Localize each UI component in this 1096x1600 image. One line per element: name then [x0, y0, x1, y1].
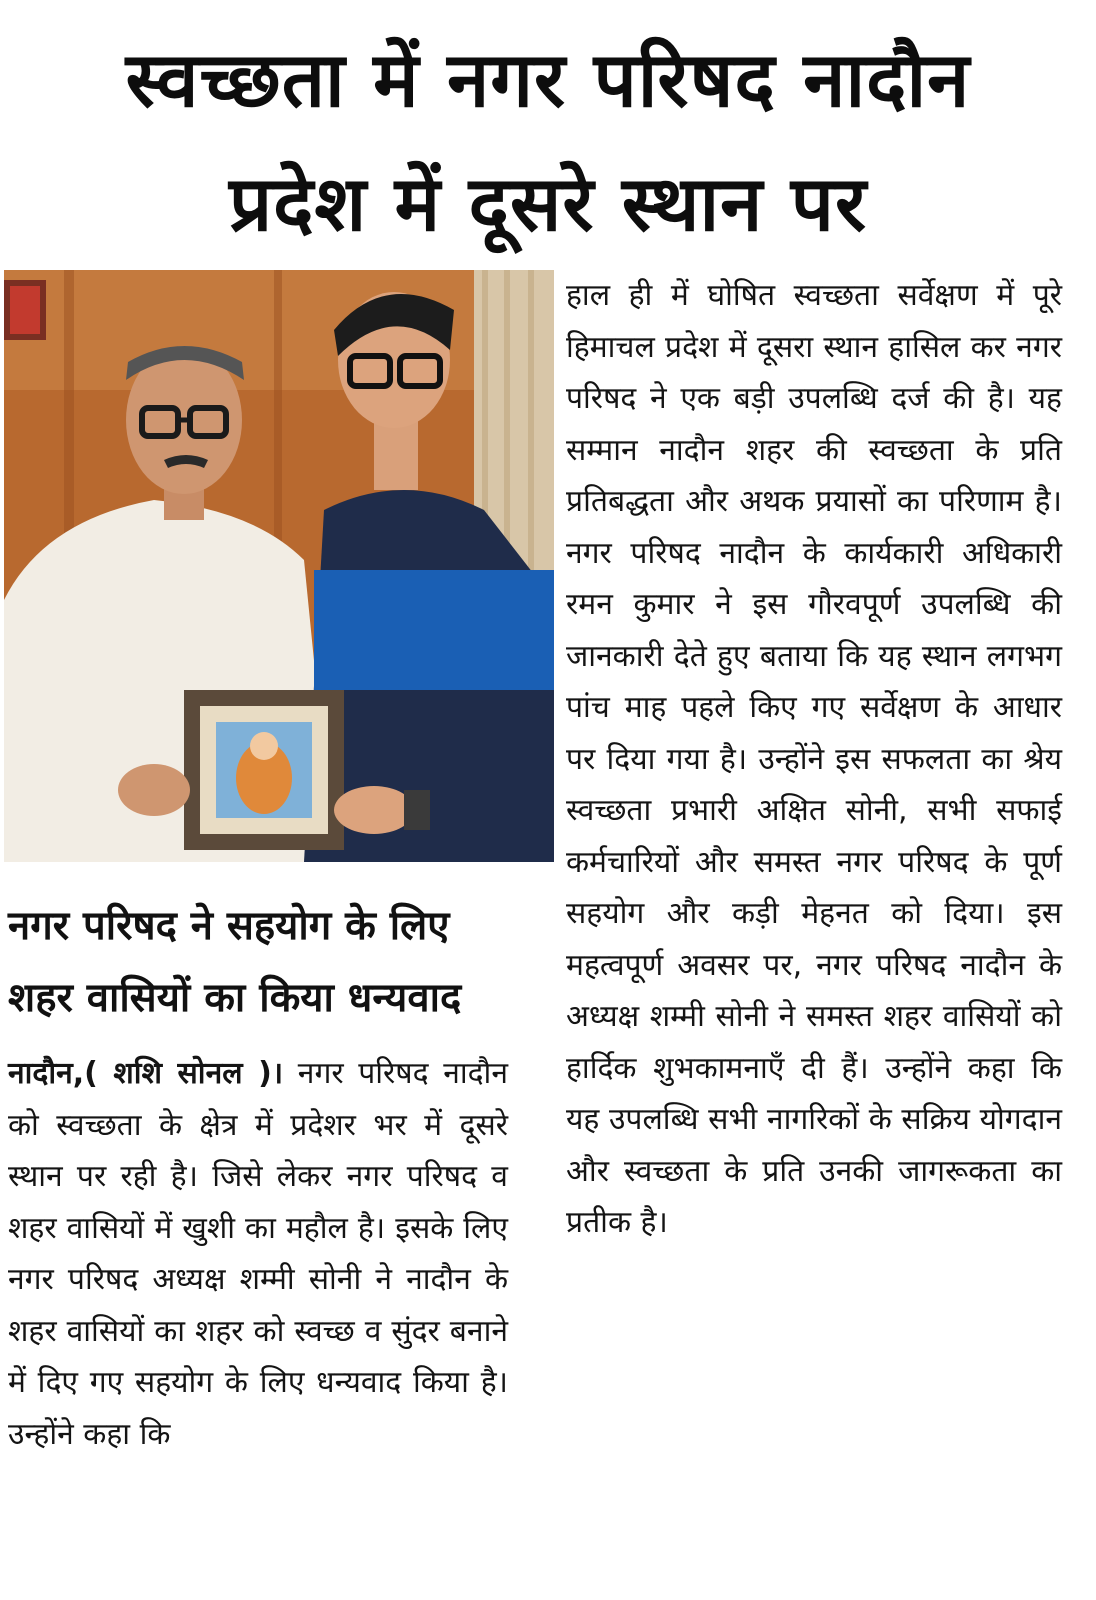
- headline-line-2: प्रदेश में दूसरे स्थान पर: [228, 159, 868, 248]
- article-subheadline: [8, 890, 548, 1034]
- photo-illustration: [4, 270, 554, 862]
- right-column-text: [566, 270, 1062, 1249]
- headline-line-1: स्वच्छता में नगर परिषद नादौन: [125, 35, 971, 124]
- subheadline-line-1: नगर परिषद ने सहयोग के लिए: [8, 903, 450, 949]
- left-column-body: नगर परिषद नादौन को स्वच्छता के क्षेत्र में प्रदेशर भर में दूसरे स्थान पर रही है। जिसे लेकर नगर परिषद व शहर वासियों में खुशी का महौल है। इसके लिए नगर परिषद अध्यक्ष शम्मी सोनी ने नादौन के शहर वासियों का शहर को स्वच्छ व सुंदर बनाने में दिए गए सहयोग के लिए धन्यवाद किया है। उन्होंने कहा कि: [8, 1056, 508, 1452]
- left-column-text: [8, 1048, 508, 1460]
- news-photo: [4, 270, 554, 862]
- left-column-paragraph: [8, 1048, 508, 1460]
- subheadline-line-2: शहर वासियों का किया धन्यवाद: [8, 975, 462, 1021]
- dateline: नादौन,( शशि सोनल )।: [8, 1056, 284, 1091]
- article-headline: [0, 18, 1096, 266]
- right-column-body: हाल ही में घोषित स्वच्छता सर्वेक्षण में पूरे हिमाचल प्रदेश में दूसरा स्थान हासिल कर नगर परिषद ने एक बड़ी उपलब्धि दर्ज की है। यह सम्मान नादौन शहर की स्वच्छता के प्रति प्रतिबद्धता और अथक प्रयासों का परिणाम है। नगर परिषद नादौन के कार्यकारी अधिकारी रमन कुमार ने इस गौरवपूर्ण उपलब्धि की जानकारी देते हुए बताया कि यह स्थान लगभग पांच माह पहले किए गए सर्वेक्षण के आधार पर दिया गया है। उन्होंने इस सफलता का श्रेय स्वच्छता प्रभारी अक्षित सोनी, सभी सफाई कर्मचारियों और समस्त नगर परिषद के पूर्ण सहयोग और कड़ी मेहनत को दिया। इस महत्वपूर्ण अवसर पर, नगर परिषद नादौन के अध्यक्ष शम्मी सोनी ने समस्त शहर वासियों को हार्दिक शुभकामनाएँ दी हैं। उन्होंने कहा कि यह उपलब्धि सभी नागरिकों के सक्रिय योगदान और स्वच्छता के प्रति उनकी जागरूकता का प्रतीक है।: [566, 278, 1062, 1240]
